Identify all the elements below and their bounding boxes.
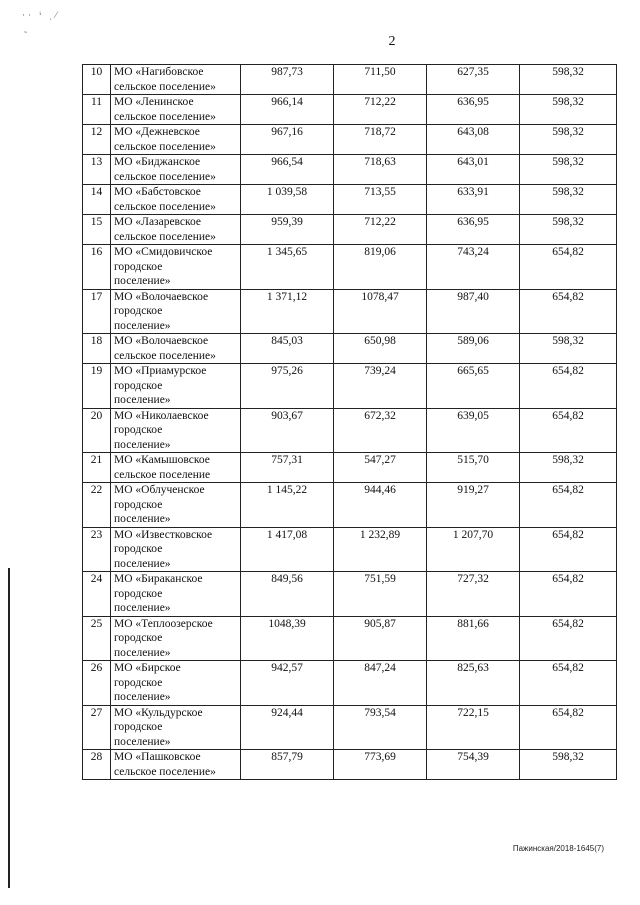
row-number: 24 bbox=[83, 572, 111, 617]
table-body bbox=[83, 65, 617, 780]
value-cell-v4: 654,82 bbox=[520, 705, 617, 750]
value-cell-v3: 919,27 bbox=[427, 483, 520, 528]
municipality-name-line: МО «Облученское bbox=[114, 484, 205, 496]
municipality-name-line: сельское поселение» bbox=[114, 80, 216, 93]
row-number: 13 bbox=[83, 155, 111, 185]
municipality-name-line: сельское поселение» bbox=[114, 110, 216, 123]
row-number: 18 bbox=[83, 334, 111, 364]
municipality-name-line: МО «Бираканское bbox=[114, 573, 203, 585]
municipality-name bbox=[111, 95, 241, 125]
value-cell-v4: 654,82 bbox=[520, 289, 617, 334]
value-cell-v2: 1 232,89 bbox=[334, 527, 427, 572]
value-cell-v3: 643,01 bbox=[427, 155, 520, 185]
value-cell-v1: 1 345,65 bbox=[241, 245, 334, 290]
value-cell-v4: 654,82 bbox=[520, 527, 617, 572]
municipality-name-line: городское bbox=[114, 424, 163, 436]
page-number: 2 bbox=[388, 34, 396, 49]
value-cell-v2: 905,87 bbox=[334, 616, 427, 661]
table-row bbox=[83, 364, 617, 409]
municipality-name-line: МО «Волочаевское bbox=[114, 290, 209, 303]
value-cell-v4: 598,32 bbox=[520, 65, 617, 95]
municipality-name-line: сельское поселение bbox=[114, 468, 211, 481]
municipality-name-line: поселение» bbox=[114, 438, 171, 451]
municipality-name-line: сельское поселение» bbox=[114, 765, 216, 778]
municipality-name-line: поселение» bbox=[114, 275, 171, 287]
municipality-name bbox=[111, 705, 241, 750]
value-cell-v2: 944,46 bbox=[334, 483, 427, 528]
municipality-name-line: поселение» bbox=[114, 691, 171, 703]
value-cell-v2: 1078,47 bbox=[334, 289, 427, 334]
table-row bbox=[83, 125, 617, 155]
municipality-name-line: МО «Ленинское bbox=[114, 96, 194, 108]
value-cell-v4: 654,82 bbox=[520, 245, 617, 290]
value-cell-v4: 654,82 bbox=[520, 661, 617, 706]
value-cell-v3: 743,24 bbox=[427, 245, 520, 290]
value-cell-v1: 1 039,58 bbox=[241, 185, 334, 215]
municipality-name-line: городское bbox=[114, 498, 163, 511]
municipality-name bbox=[111, 334, 241, 364]
value-cell-v1: 857,79 bbox=[241, 750, 334, 780]
row-number: 14 bbox=[83, 185, 111, 215]
value-cell-v2: 718,72 bbox=[334, 125, 427, 155]
municipality-name-line: сельское поселение» bbox=[114, 200, 216, 213]
value-cell-v3: 589,06 bbox=[427, 334, 520, 364]
municipality-name-line: МО «Камышовское bbox=[114, 454, 210, 466]
municipality-name bbox=[111, 750, 241, 780]
municipality-name-line: поселение» bbox=[114, 319, 171, 332]
table-row bbox=[83, 408, 617, 453]
municipality-name-line: МО «Бабстовское bbox=[114, 186, 201, 198]
table-row bbox=[83, 215, 617, 245]
value-cell-v2: 672,32 bbox=[334, 408, 427, 453]
value-cell-v2: 773,69 bbox=[334, 750, 427, 780]
value-cell-v3: 722,15 bbox=[427, 705, 520, 750]
municipality-name-line: городское bbox=[114, 721, 163, 733]
value-cell-v1: 967,16 bbox=[241, 125, 334, 155]
value-cell-v4: 598,32 bbox=[520, 95, 617, 125]
value-cell-v3: 1 207,70 bbox=[427, 527, 520, 572]
value-cell-v1: 924,44 bbox=[241, 705, 334, 750]
municipality-name-line: МО «Дежневское bbox=[114, 126, 200, 138]
municipality-name bbox=[111, 185, 241, 215]
table-row bbox=[83, 661, 617, 706]
table-row bbox=[83, 334, 617, 364]
value-cell-v1: 903,67 bbox=[241, 408, 334, 453]
municipality-name bbox=[111, 289, 241, 334]
row-number: 16 bbox=[83, 245, 111, 290]
value-cell-v4: 598,32 bbox=[520, 750, 617, 780]
value-cell-v3: 636,95 bbox=[427, 95, 520, 125]
value-cell-v3: 639,05 bbox=[427, 408, 520, 453]
municipality-name-line: поселение» bbox=[114, 602, 171, 614]
municipality-name-line: МО «Бирское bbox=[114, 662, 181, 674]
value-cell-v4: 598,32 bbox=[520, 155, 617, 185]
municipality-name bbox=[111, 155, 241, 185]
row-number: 26 bbox=[83, 661, 111, 706]
municipality-name-line: поселение» bbox=[114, 513, 171, 525]
value-cell-v2: 547,27 bbox=[334, 453, 427, 483]
table-row bbox=[83, 572, 617, 617]
table-row bbox=[83, 155, 617, 185]
table-row bbox=[83, 705, 617, 750]
value-cell-v3: 633,91 bbox=[427, 185, 520, 215]
value-cell-v3: 627,35 bbox=[427, 65, 520, 95]
row-number: 27 bbox=[83, 705, 111, 750]
value-cell-v2: 711,50 bbox=[334, 65, 427, 95]
row-number: 15 bbox=[83, 215, 111, 245]
municipality-name-line: городское bbox=[114, 543, 163, 555]
value-cell-v1: 975,26 bbox=[241, 364, 334, 409]
value-cell-v4: 654,82 bbox=[520, 483, 617, 528]
municipality-name-line: МО «Лазаревское bbox=[114, 216, 202, 228]
value-cell-v1: 1 145,22 bbox=[241, 483, 334, 528]
table-row bbox=[83, 527, 617, 572]
value-cell-v4: 598,32 bbox=[520, 453, 617, 483]
value-cell-v2: 847,24 bbox=[334, 661, 427, 706]
value-cell-v1: 757,31 bbox=[241, 453, 334, 483]
row-number: 17 bbox=[83, 289, 111, 334]
table-row bbox=[83, 750, 617, 780]
municipality-name bbox=[111, 364, 241, 409]
value-cell-v1: 845,03 bbox=[241, 334, 334, 364]
municipality-name-line: МО «Нагибовское bbox=[114, 66, 204, 78]
value-cell-v3: 727,32 bbox=[427, 572, 520, 617]
value-cell-v1: 1 371,12 bbox=[241, 289, 334, 334]
value-cell-v4: 598,32 bbox=[520, 215, 617, 245]
municipality-name-line: МО «Биджанское bbox=[114, 156, 201, 168]
table-row bbox=[83, 95, 617, 125]
value-cell-v4: 598,32 bbox=[520, 125, 617, 155]
row-number: 22 bbox=[83, 483, 111, 528]
value-cell-v3: 754,39 bbox=[427, 750, 520, 780]
row-number: 23 bbox=[83, 527, 111, 572]
value-cell-v2: 718,63 bbox=[334, 155, 427, 185]
municipality-name-line: МО «Волочаевское bbox=[114, 335, 209, 347]
municipality-name-line: МО «Приамурское bbox=[114, 365, 207, 377]
municipality-name-line: сельское поселение» bbox=[114, 230, 216, 243]
row-number: 12 bbox=[83, 125, 111, 155]
value-cell-v2: 739,24 bbox=[334, 364, 427, 409]
value-cell-v1: 1 417,08 bbox=[241, 527, 334, 572]
row-number: 28 bbox=[83, 750, 111, 780]
value-cell-v2: 793,54 bbox=[334, 705, 427, 750]
value-cell-v2: 712,22 bbox=[334, 215, 427, 245]
municipality-name-line: сельское поселение» bbox=[114, 349, 216, 362]
municipality-name-line: городское bbox=[114, 587, 163, 600]
value-cell-v1: 1048,39 bbox=[241, 616, 334, 661]
table-row bbox=[83, 453, 617, 483]
municipality-name-line: МО «Николаевское bbox=[114, 409, 209, 422]
municipality-name-line: поселение» bbox=[114, 735, 171, 748]
value-cell-v3: 665,65 bbox=[427, 364, 520, 409]
municipality-name-line: МО «Пашковское bbox=[114, 751, 201, 763]
value-cell-v3: 636,95 bbox=[427, 215, 520, 245]
municipality-name bbox=[111, 125, 241, 155]
municipality-name-line: поселение» bbox=[114, 394, 171, 406]
municipality-name bbox=[111, 453, 241, 483]
municipality-name bbox=[111, 527, 241, 572]
row-number: 20 bbox=[83, 408, 111, 453]
row-number: 19 bbox=[83, 364, 111, 409]
row-number: 10 bbox=[83, 65, 111, 95]
value-cell-v4: 598,32 bbox=[520, 185, 617, 215]
table-row bbox=[83, 65, 617, 95]
document-footer-code: Пажинская/2018-1645(7) bbox=[512, 844, 604, 853]
municipality-name bbox=[111, 661, 241, 706]
scan-artifact-marks: ·· ⁱ ˌ⁄ bbox=[22, 10, 60, 20]
municipality-name-line: поселение» bbox=[114, 646, 171, 659]
value-cell-v1: 849,56 bbox=[241, 572, 334, 617]
municipality-name-line: городское bbox=[114, 676, 163, 689]
scan-margin-line bbox=[8, 568, 10, 888]
value-cell-v1: 987,73 bbox=[241, 65, 334, 95]
value-cell-v2: 650,98 bbox=[334, 334, 427, 364]
value-cell-v2: 713,55 bbox=[334, 185, 427, 215]
value-cell-v1: 942,57 bbox=[241, 661, 334, 706]
municipality-name bbox=[111, 483, 241, 528]
municipality-name-line: городское bbox=[114, 260, 163, 273]
municipality-name-line: МО «Известковское bbox=[114, 528, 213, 541]
municipality-name bbox=[111, 616, 241, 661]
table-row bbox=[83, 185, 617, 215]
table-row bbox=[83, 616, 617, 661]
value-cell-v4: 654,82 bbox=[520, 408, 617, 453]
table-row bbox=[83, 245, 617, 290]
municipality-name bbox=[111, 572, 241, 617]
value-cell-v1: 959,39 bbox=[241, 215, 334, 245]
row-number: 25 bbox=[83, 616, 111, 661]
value-cell-v4: 654,82 bbox=[520, 616, 617, 661]
municipality-name-line: МО «Кульдурское bbox=[114, 706, 203, 719]
table-row bbox=[83, 289, 617, 334]
municipality-name-line: городское bbox=[114, 379, 163, 392]
value-cell-v4: 654,82 bbox=[520, 572, 617, 617]
value-cell-v2: 819,06 bbox=[334, 245, 427, 290]
value-cell-v3: 515,70 bbox=[427, 453, 520, 483]
value-cell-v4: 654,82 bbox=[520, 364, 617, 409]
value-cell-v2: 712,22 bbox=[334, 95, 427, 125]
value-cell-v1: 966,14 bbox=[241, 95, 334, 125]
municipality-name-line: МО «Смидовичское bbox=[114, 246, 213, 258]
municipality-name-line: сельское поселение» bbox=[114, 170, 216, 183]
value-cell-v2: 751,59 bbox=[334, 572, 427, 617]
municipality-name-line: поселение» bbox=[114, 557, 171, 570]
municipality-name-line: МО «Теплоозерское bbox=[114, 617, 213, 630]
value-cell-v3: 987,40 bbox=[427, 289, 520, 334]
municipality-name bbox=[111, 65, 241, 95]
municipality-name bbox=[111, 245, 241, 290]
value-cell-v3: 643,08 bbox=[427, 125, 520, 155]
value-cell-v3: 825,63 bbox=[427, 661, 520, 706]
row-number: 21 bbox=[83, 453, 111, 483]
municipality-name bbox=[111, 215, 241, 245]
value-cell-v1: 966,54 bbox=[241, 155, 334, 185]
value-cell-v3: 881,66 bbox=[427, 616, 520, 661]
municipality-name bbox=[111, 408, 241, 453]
data-table bbox=[82, 64, 617, 780]
scan-artifact-mark: ˜ bbox=[24, 30, 27, 40]
municipality-name-line: городское bbox=[114, 305, 163, 317]
municipality-name-line: сельское поселение» bbox=[114, 140, 216, 153]
table-row bbox=[83, 483, 617, 528]
value-cell-v4: 598,32 bbox=[520, 334, 617, 364]
municipality-name-line: городское bbox=[114, 632, 163, 644]
row-number: 11 bbox=[83, 95, 111, 125]
